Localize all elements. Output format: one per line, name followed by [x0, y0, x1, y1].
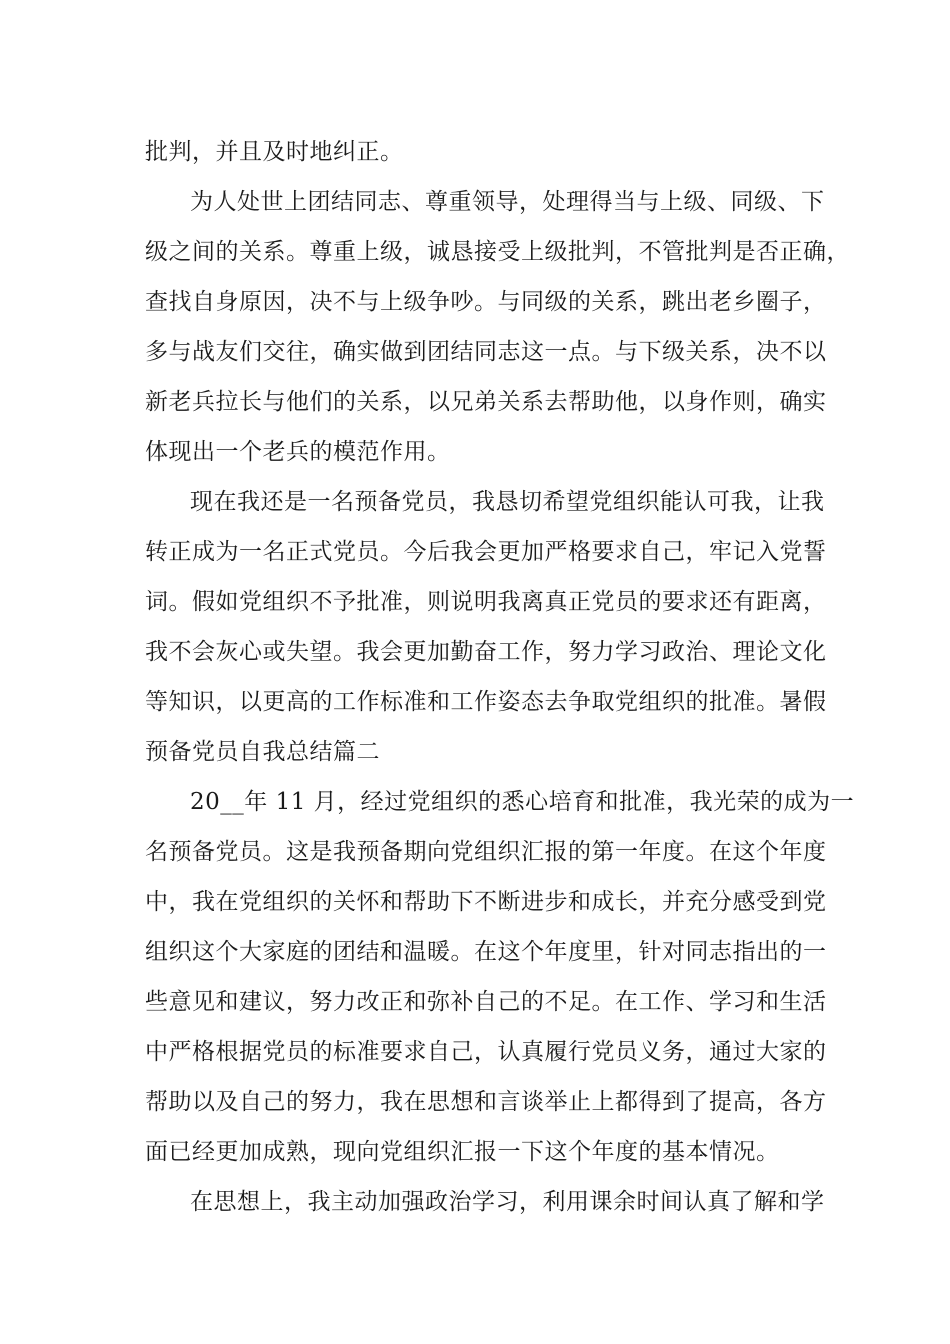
text-line: 新老兵拉长与他们的关系，以兄弟关系去帮助他，以身作则，确实 — [145, 389, 827, 415]
text-line: 名预备党员。这是我预备期向党组织汇报的第一年度。在这个年度 — [145, 839, 827, 865]
text-line: 我不会灰心或失望。我会更加勤奋工作，努力学习政治、理论文化 — [145, 639, 827, 665]
text-line: 为人处世上团结同志、尊重领导，处理得当与上级、同级、下 — [190, 189, 825, 215]
text-line: 批判，并且及时地纠正。 — [145, 139, 404, 165]
text-line: 面已经更加成熟，现向党组织汇报一下这个年度的基本情况。 — [145, 1139, 780, 1165]
text-line: 查找自身原因，决不与上级争吵。与同级的关系，跳出老乡圈子， — [145, 289, 827, 315]
text-line: 体现出一个老兵的模范作用。 — [145, 439, 451, 465]
text-line: 现在我还是一名预备党员，我恳切希望党组织能认可我，让我 — [190, 489, 825, 515]
text-line: 多与战友们交往，确实做到团结同志这一点。与下级关系，决不以 — [145, 339, 827, 365]
text-line: 些意见和建议，努力改正和弥补自己的不足。在工作、学习和生活 — [145, 989, 827, 1015]
text-line: 中，我在党组织的关怀和帮助下不断进步和成长，并充分感受到党 — [145, 889, 827, 915]
text-line: 等知识，以更高的工作标准和工作姿态去争取党组织的批准。暑假 — [145, 689, 827, 715]
text-line: 级之间的关系。尊重上级，诚恳接受上级批判，不管批判是否正确， — [145, 239, 850, 265]
text-line: 帮助以及自己的努力，我在思想和言谈举止上都得到了提高，各方 — [145, 1089, 827, 1115]
text-line: 20__年 11 月，经过党组织的悉心培育和批准，我光荣的成为一 — [190, 789, 855, 815]
text-line: 转正成为一名正式党员。今后我会更加严格要求自己，牢记入党誓 — [145, 539, 827, 565]
section-heading: 预备党员自我总结篇二 — [145, 739, 380, 765]
text-line: 词。假如党组织不予批准，则说明我离真正党员的要求还有距离， — [145, 589, 827, 615]
text-line: 中严格根据党员的标准要求自己，认真履行党员义务，通过大家的 — [145, 1039, 827, 1065]
text-line: 在思想上，我主动加强政治学习，利用课余时间认真了解和学 — [190, 1189, 825, 1215]
text-line: 组织这个大家庭的团结和温暖。在这个年度里，针对同志指出的一 — [145, 939, 827, 965]
